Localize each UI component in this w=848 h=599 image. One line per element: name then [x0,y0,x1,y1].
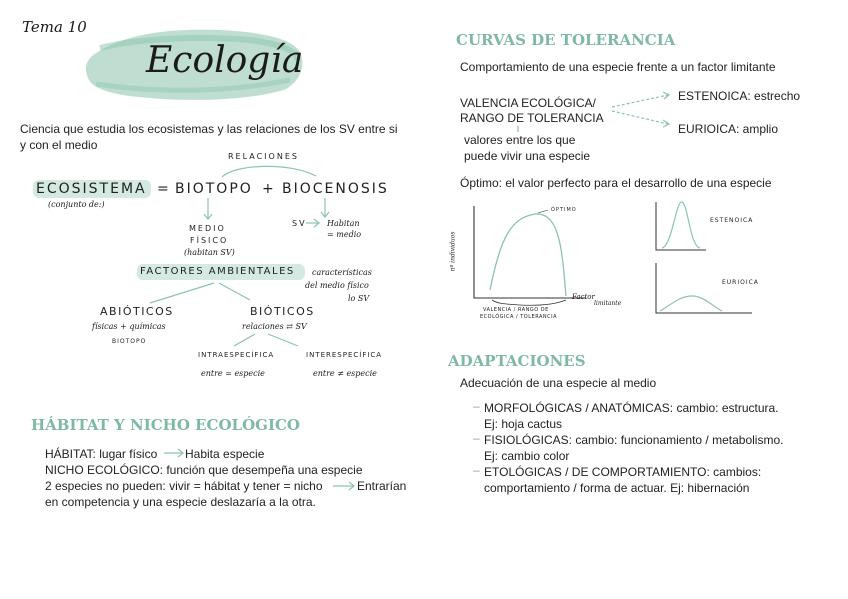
equals-sign: = [157,181,171,197]
biotopo-label: BIOTOPO [175,181,253,197]
bullet-dash-3: – [473,463,480,477]
fisicas-note: físicas + químicas [92,322,166,331]
intro-line-2: y con el medio [20,138,98,152]
valores-line-1: valores entre los que [464,133,576,147]
curvas-desc: Comportamiento de una especie frente a un factor limitante [460,60,776,74]
habitat-line-3b: Entrarían [357,479,407,493]
relaciones-arc [222,166,316,177]
etologicas-line-2: comportamiento / forma de actuar. Ej: hibernación [484,481,750,495]
fisiologicas-line-2: Ej: cambio color [484,449,570,463]
ecosistema-label: ECOSISTEMA [36,181,147,197]
curvas-arrows [612,95,668,124]
optimo-def: Óptimo: el valor perfecto para el desarrollo de una especie [460,176,772,190]
graph-estenoica: ESTENOICA [710,217,754,224]
eurioica-def: EURIOICA: amplio [678,122,779,136]
abioticos-label: ABIÓTICOS [100,305,174,318]
adaptaciones-heading: ADAPTACIONES [448,352,586,370]
habitat-heading: HÁBITAT Y NICHO ECOLÓGICO [31,416,300,434]
graph-ylabel: nº individuos [449,231,457,272]
adaptaciones-desc: Adecuación de una especie al medio [460,376,657,390]
relaciones-sv-note: relaciones ⇄ SV [242,322,307,331]
fisiologicas-line-1: FISIOLÓGICAS: cambio: funcionamiento / metabolismo. [484,433,784,447]
medio-label: MEDIO [189,224,226,233]
bullet-dash-2: – [473,431,480,445]
conjunto-note: (conjunto de:) [48,200,105,209]
valencia-line-2: RANGO DE TOLERANCIA [460,111,604,125]
etologicas-line-1: ETOLÓGICAS / DE COMPORTAMIENTO: cambios: [484,465,762,479]
fisico-label: FÍSICO [190,236,229,245]
caracteristicas-note-3: lo SV [348,294,370,303]
estenoica-graph [656,202,706,250]
habitat-line-1b: Habita especie [185,447,265,461]
sv-label: SV [292,219,307,228]
graph-xlabel-1: Factor [572,293,595,301]
inter-desc: entre ≠ especie [313,369,377,378]
habitat-line-4: en competencia y una especie deslazaría a la otra. [45,495,316,509]
relaciones-label: RELACIONES [228,152,299,161]
page-title: Ecología [146,40,304,81]
tema-label: Tema 10 [22,18,87,36]
habitat-line-3a: 2 especies no pueden: vivir = hábitat y tener = nicho [45,479,323,493]
bullet-dash-1: – [473,399,480,413]
habitat-line-2: NICHO ECOLÓGICO: función que desempeña una especie [45,463,363,477]
caracteristicas-note-1: características [312,268,372,277]
medio-note: = medio [327,230,362,239]
morfologicas-line-1: MORFOLÓGICAS / ANATÓMICAS: cambio: estructura. [484,401,779,415]
valencia-line-1: VALENCIA ECOLÓGICA/ [460,96,596,110]
graph-optimo: ÓPTIMO [551,207,577,213]
eurioica-graph [656,263,752,313]
habitan-sv-note: (habitan SV) [184,248,235,257]
habitan-note: Habitan [327,219,360,228]
morfologicas-line-2: Ej: hoja cactus [484,417,563,431]
intro-line-1: Ciencia que estudia los ecosistemas y las relaciones de los SV entre si [20,122,398,136]
estenoica-def: ESTENOICA: estrecho [678,89,801,103]
valores-line-2: puede vivir una especie [464,149,591,163]
intraespecifica-label: INTRAESPECÍFICA [198,351,275,359]
bioticos-label: BIÓTICOS [250,305,315,318]
graph-eurioica: EURIOICA [722,279,759,286]
graph-xlabel-2: limitante [594,300,622,307]
intra-desc: entre = especie [201,369,265,378]
habitat-line-1a: HÁBITAT: lugar físico [45,447,158,461]
factores-label: FACTORES AMBIENTALES [140,266,295,277]
biocenosis-label: BIOCENOSIS [282,181,389,197]
interespecifica-label: INTERESPECÍFICA [306,351,383,359]
graph-valencia-1: VALENCIA / RANGO DE [483,307,549,313]
plus-sign: + [262,181,276,197]
graph-valencia-2: ECOLÓGICA / TOLERANCIA [480,314,558,320]
caracteristicas-note-2: del medio físico [305,281,369,290]
biotopo-small: BIOTOPO [112,338,147,345]
tolerance-graph [474,206,586,305]
curvas-heading: CURVAS DE TOLERANCIA [456,31,676,49]
